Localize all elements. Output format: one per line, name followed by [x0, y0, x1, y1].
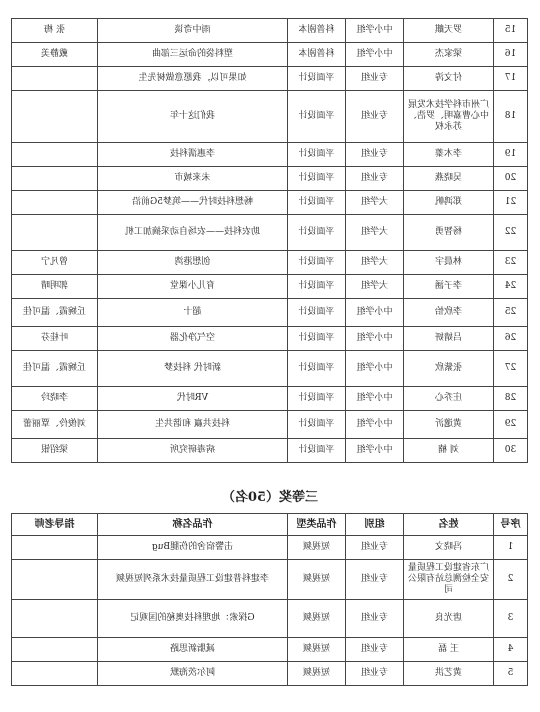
- cell-teacher: [12, 215, 98, 251]
- cell-no: 20: [494, 167, 528, 191]
- cell-no: 4: [494, 638, 528, 662]
- cell-no: 29: [494, 411, 528, 439]
- cell-type: 平面设计: [288, 91, 346, 143]
- cell-title: 新时代 科技梦: [98, 351, 288, 387]
- cell-title: 病毒研究所: [98, 439, 288, 463]
- cell-type: 平面设计: [288, 439, 346, 463]
- cell-no: 30: [494, 439, 528, 463]
- cell-title: 如果可以，我愿意做树先生: [98, 67, 288, 91]
- cell-teacher: 曾凡宁: [12, 251, 98, 275]
- cell-type: 科普剧本: [288, 43, 346, 67]
- cell-group: 专业组: [346, 662, 404, 686]
- cell-type: 平面设计: [288, 251, 346, 275]
- cell-group: 专业组: [346, 536, 404, 560]
- cell-title: 李建科普建设工程质量技术系列短视频: [98, 560, 288, 600]
- cell-name: 吴晓燕: [404, 167, 494, 191]
- cell-type: 平面设计: [288, 215, 346, 251]
- header-type: 作品类型: [288, 514, 346, 536]
- cell-type: 平面设计: [288, 191, 346, 215]
- header-title: 作品名称: [98, 514, 288, 536]
- cell-teacher: [12, 67, 98, 91]
- cell-group: 中小学组: [346, 411, 404, 439]
- cell-teacher: [12, 167, 98, 191]
- cell-title: 击警宿舍的伤腿Bug: [98, 536, 288, 560]
- cell-type: 短视频: [288, 560, 346, 600]
- table-row: [12, 215, 528, 251]
- cell-no: 2: [494, 560, 528, 600]
- cell-no: 18: [494, 91, 528, 143]
- cell-teacher: 丘婉霞、温可佳: [12, 299, 98, 327]
- cell-teacher: 李晓玲: [12, 387, 98, 411]
- cell-no: 21: [494, 191, 528, 215]
- cell-no: 1: [494, 536, 528, 560]
- table-row: [12, 43, 528, 67]
- awards-table-continued: [11, 18, 528, 463]
- table-row: [12, 638, 528, 662]
- cell-group: 中小学组: [346, 387, 404, 411]
- cell-type: 平面设计: [288, 351, 346, 387]
- cell-title: 李惠濡科技: [98, 143, 288, 167]
- cell-group: 中小学组: [346, 299, 404, 327]
- cell-no: 5: [494, 662, 528, 686]
- table-row: [12, 560, 528, 600]
- section-title-third-prize: 三等奖（50名）: [221, 490, 319, 505]
- cell-type: 短视频: [288, 662, 346, 686]
- cell-teacher: 梁绍银: [12, 439, 98, 463]
- cell-name: 林晨宇: [404, 251, 494, 275]
- cell-name: 吕婧妍: [404, 327, 494, 351]
- cell-title: 空气净化器: [98, 327, 288, 351]
- cell-name: 郑鸿帆: [404, 191, 494, 215]
- table-row: [12, 662, 528, 686]
- cell-group: 中小学组: [346, 43, 404, 67]
- cell-title: 未来城市: [98, 167, 288, 191]
- table-row: [12, 387, 528, 411]
- cell-group: 中小学组: [346, 19, 404, 43]
- cell-group: 中小学组: [346, 327, 404, 351]
- cell-type: 平面设计: [288, 411, 346, 439]
- table-row: [12, 351, 528, 387]
- table-row: [12, 143, 528, 167]
- cell-group: 大学组: [346, 275, 404, 299]
- cell-name: 李子涵: [404, 275, 494, 299]
- cell-teacher: [12, 662, 98, 686]
- cell-name: 张紫欣: [404, 351, 494, 387]
- cell-title: 雨中奇谈: [98, 19, 288, 43]
- table-row: [12, 536, 528, 560]
- table-row: [12, 191, 528, 215]
- cell-group: 大学组: [346, 215, 404, 251]
- header-group: 组别: [346, 514, 404, 536]
- cell-title: 育儿小课堂: [98, 275, 288, 299]
- cell-title: 我们这十年: [98, 91, 288, 143]
- table-row: [12, 251, 528, 275]
- cell-teacher: [12, 191, 98, 215]
- cell-title: 助农科技——农场自动采摘加工机: [98, 215, 288, 251]
- table-row: [12, 411, 528, 439]
- table-row: [12, 327, 528, 351]
- cell-title: 科技共赢 和谐共生: [98, 411, 288, 439]
- cell-type: 平面设计: [288, 67, 346, 91]
- cell-name: 庄乔心: [404, 387, 494, 411]
- cell-title: 减脂新思路: [98, 638, 288, 662]
- cell-group: 中小学组: [346, 351, 404, 387]
- cell-name: 唐光良: [404, 600, 494, 638]
- cell-no: 22: [494, 215, 528, 251]
- table-row: [12, 19, 528, 43]
- cell-teacher: 郭明晴: [12, 275, 98, 299]
- cell-no: 15: [494, 19, 528, 43]
- cell-no: 16: [494, 43, 528, 67]
- awards-table-body: [12, 19, 528, 463]
- cell-title: 超十: [98, 299, 288, 327]
- cell-teacher: [12, 143, 98, 167]
- table-header-row: [12, 514, 528, 536]
- cell-no: 17: [494, 67, 528, 91]
- cell-group: 专业组: [346, 638, 404, 662]
- cell-name: 李欣怡: [404, 299, 494, 327]
- cell-teacher: [12, 600, 98, 638]
- cell-group: 大学组: [346, 251, 404, 275]
- cell-group: 专业组: [346, 91, 404, 143]
- cell-group: 专业组: [346, 560, 404, 600]
- cell-name: 罗天麒: [404, 19, 494, 43]
- cell-type: 平面设计: [288, 275, 346, 299]
- cell-name: 付文涛: [404, 67, 494, 91]
- cell-name: 杨智勇: [404, 215, 494, 251]
- cell-name: 刘 楠: [404, 439, 494, 463]
- third-prize-table-body: [12, 536, 528, 686]
- cell-teacher: 丘婉霞、温可佳: [12, 351, 98, 387]
- table-row: [12, 600, 528, 638]
- cell-title: VR时代: [98, 387, 288, 411]
- cell-title: 塑料袋的命运三部曲: [98, 43, 288, 67]
- cell-title: 阿尔茨海默: [98, 662, 288, 686]
- cell-teacher: [12, 638, 98, 662]
- table-row: [12, 167, 528, 191]
- table-row: [12, 91, 528, 143]
- cell-type: 平面设计: [288, 167, 346, 191]
- cell-teacher: [12, 91, 98, 143]
- cell-teacher: [12, 536, 98, 560]
- cell-no: 23: [494, 251, 528, 275]
- cell-teacher: 叶桂芬: [12, 327, 98, 351]
- header-name: 姓名: [404, 514, 494, 536]
- cell-type: 短视频: [288, 600, 346, 638]
- cell-no: 24: [494, 275, 528, 299]
- cell-teacher: [12, 560, 98, 600]
- table-row: [12, 275, 528, 299]
- cell-group: 专业组: [346, 67, 404, 91]
- cell-type: 平面设计: [288, 299, 346, 327]
- cell-group: 专业组: [346, 600, 404, 638]
- cell-type: 短视频: [288, 536, 346, 560]
- table-row: [12, 67, 528, 91]
- cell-teacher: 刘俊伶、覃丽蕾: [12, 411, 98, 439]
- cell-title: 畅想科技时代——筑梦5G前沿: [98, 191, 288, 215]
- cell-teacher: 张 梅: [12, 19, 98, 43]
- header-teacher: 指导老师: [12, 514, 98, 536]
- cell-no: 3: [494, 600, 528, 638]
- cell-no: 26: [494, 327, 528, 351]
- third-prize-table: [11, 513, 528, 686]
- cell-name: 梁家杰: [404, 43, 494, 67]
- cell-no: 28: [494, 387, 528, 411]
- table-row: [12, 299, 528, 327]
- table-row: [12, 439, 528, 463]
- cell-name: 李木蓁: [404, 143, 494, 167]
- cell-name: 王 磊: [404, 638, 494, 662]
- cell-group: 大学组: [346, 191, 404, 215]
- cell-group: 专业组: [346, 143, 404, 167]
- cell-type: 平面设计: [288, 327, 346, 351]
- cell-title: 创想港湾: [98, 251, 288, 275]
- cell-no: 19: [494, 143, 528, 167]
- cell-teacher: 戴静美: [12, 43, 98, 67]
- cell-group: 中小学组: [346, 439, 404, 463]
- cell-name: 冯晓文: [404, 536, 494, 560]
- cell-name: 广州市科学技术发展中心曹嘉明、罗浩、苏永权: [404, 91, 494, 143]
- cell-type: 短视频: [288, 638, 346, 662]
- cell-title: G探索：地理科技奥秘的国观记: [98, 600, 288, 638]
- cell-group: 专业组: [346, 167, 404, 191]
- cell-type: 科普剧本: [288, 19, 346, 43]
- cell-type: 平面设计: [288, 143, 346, 167]
- header-no: 序号: [494, 514, 528, 536]
- cell-name: 黄艺洪: [404, 662, 494, 686]
- cell-name: 黄邈沂: [404, 411, 494, 439]
- cell-name: 广东省建设工程质量安全检测总站有限公司: [404, 560, 494, 600]
- cell-type: 平面设计: [288, 387, 346, 411]
- cell-no: 27: [494, 351, 528, 387]
- cell-no: 25: [494, 299, 528, 327]
